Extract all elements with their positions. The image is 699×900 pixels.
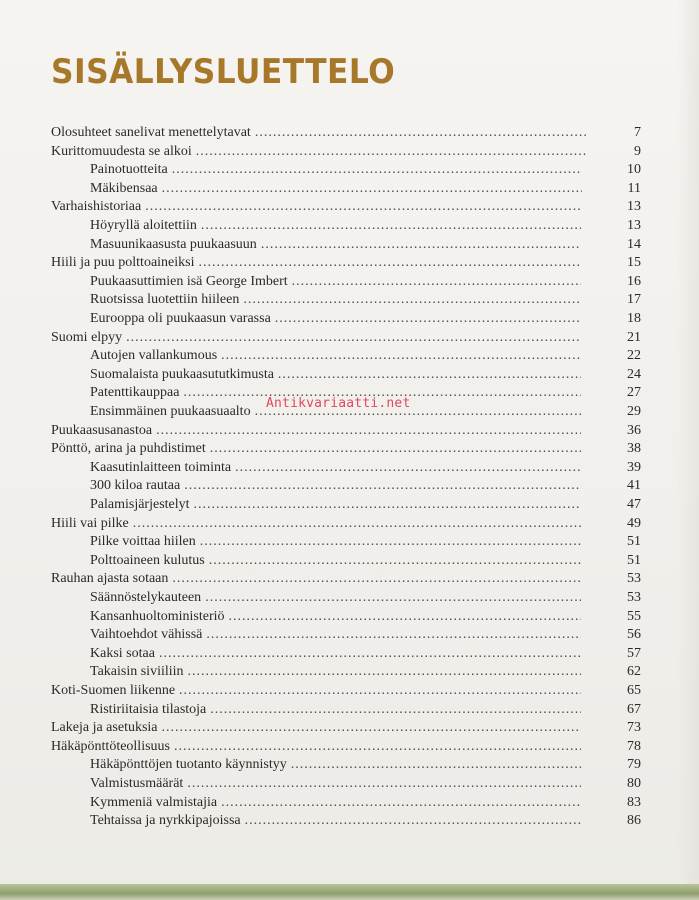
toc-entry-label: Kansanhuoltoministeriö	[90, 608, 225, 624]
toc-entry-label: Pilke voittaa hiilen	[90, 534, 196, 550]
toc-entry	[90, 476, 641, 496]
toc-dot-leader	[245, 811, 581, 831]
toc-dot-leader	[206, 625, 581, 645]
toc-entry	[90, 235, 641, 255]
toc-dot-leader	[162, 718, 581, 738]
toc-entry	[51, 123, 641, 143]
toc-entry-label: Häkäpönttöjen tuotanto käynnistyy	[90, 757, 287, 773]
toc-dot-leader	[235, 458, 581, 478]
toc-entry-label: Kurittomuudesta se alkoi	[51, 143, 192, 159]
toc-page-number: 17	[627, 292, 641, 308]
toc-dot-leader	[126, 328, 581, 348]
toc-page-number: 79	[627, 757, 641, 773]
toc-page-number: 14	[627, 236, 641, 252]
toc-page-number: 22	[627, 348, 641, 364]
toc-entry-label: Ristiriitaisia tilastoja	[90, 701, 207, 717]
toc-entry	[51, 197, 641, 217]
toc-entry-label: Palamisjärjestelyt	[90, 497, 190, 512]
toc-page-number: 21	[627, 329, 641, 345]
toc-entry	[90, 365, 641, 385]
toc-entry	[90, 272, 641, 292]
toc-page-number: 51	[627, 534, 641, 550]
toc-dot-leader	[275, 309, 581, 329]
toc-entry-label: Kaasutinlaitteen toiminta	[90, 459, 232, 475]
toc-page-number: 67	[627, 701, 641, 717]
watermark-text: Antikvariaatti.net	[266, 396, 411, 411]
toc-page-number: 83	[627, 794, 641, 810]
toc-dot-leader	[221, 793, 581, 813]
toc-entry-label: Patenttikauppaa	[90, 385, 180, 401]
toc-entry	[90, 495, 641, 515]
toc-dot-leader	[179, 681, 581, 701]
toc-page-number: 73	[627, 720, 641, 736]
toc-entry	[90, 160, 641, 180]
toc-page-number: 53	[627, 590, 641, 605]
toc-dot-leader	[278, 365, 581, 385]
toc-page-number: 15	[627, 255, 641, 271]
toc-entry-label: Masuunikaasusta puukaasuun	[90, 236, 257, 252]
toc-dot-leader	[188, 662, 581, 682]
toc-entry-label: 300 kiloa rautaa	[90, 478, 181, 494]
toc-dot-leader	[201, 216, 581, 236]
toc-page-number: 39	[627, 459, 641, 475]
toc-page-number: 53	[627, 571, 641, 587]
toc-entry	[51, 569, 641, 589]
toc-entry-label: Puukaasusanastoa	[51, 422, 153, 438]
toc-dot-leader	[210, 439, 581, 459]
toc-entry	[90, 216, 641, 236]
toc-page-number: 16	[627, 273, 641, 289]
toc-page-number: 51	[627, 552, 641, 568]
toc-entry	[90, 755, 641, 775]
toc-page-number: 27	[627, 385, 641, 401]
toc-dot-leader	[292, 272, 581, 292]
toc-dot-leader	[243, 290, 581, 310]
toc-entry	[51, 514, 641, 534]
toc-dot-leader	[255, 123, 588, 143]
toc-dot-leader	[229, 607, 581, 627]
toc-entry-label: Varhaishistoriaa	[51, 199, 142, 215]
toc-entry-label: Mäkibensaa	[90, 180, 158, 196]
toc-page-number: 41	[627, 478, 641, 494]
toc-entry	[90, 551, 641, 571]
toc-entry-label: Lakeja ja asetuksia	[51, 720, 158, 736]
toc-entry-label: Tehtaissa ja nyrkkipajoissa	[90, 813, 241, 829]
toc-entry	[90, 625, 641, 645]
toc-page-number: 13	[627, 218, 641, 233]
toc-entry	[90, 179, 641, 199]
toc-entry-label: Ensimmäinen puukaasuaalto	[90, 404, 251, 419]
toc-page-number: 55	[627, 608, 641, 624]
toc-entry-label: Suomalaista puukaasututkimusta	[90, 366, 274, 382]
toc-entry	[51, 681, 641, 701]
toc-entry-label: Kymmeniä valmistajia	[90, 794, 218, 810]
toc-entry-label: Olosuhteet sanelivat menettelytavat	[51, 125, 251, 140]
toc-page-number: 62	[627, 664, 641, 680]
toc-page-number: 78	[627, 738, 641, 754]
toc-page-number: 38	[627, 441, 641, 457]
toc-page-number: 10	[627, 162, 641, 178]
toc-entry-label: Hiili vai pilke	[51, 515, 129, 531]
toc-dot-leader	[145, 197, 581, 217]
toc-dot-leader	[184, 476, 581, 496]
toc-dot-leader	[156, 421, 581, 441]
toc-dot-leader	[199, 253, 582, 273]
toc-dot-leader	[174, 737, 581, 757]
toc-entry-label: Painotuotteita	[90, 162, 168, 178]
toc-dot-leader	[291, 755, 581, 775]
toc-dot-leader	[210, 700, 581, 720]
toc-entry-label: Autojen vallankumous	[90, 348, 218, 364]
toc-page-number: 18	[627, 311, 641, 326]
toc-entry	[51, 253, 641, 273]
toc-page-number: 11	[627, 180, 641, 196]
toc-entry	[90, 811, 641, 831]
toc-dot-leader	[187, 774, 581, 794]
toc-page-number: 65	[627, 683, 641, 698]
toc-page-number: 36	[627, 422, 641, 438]
toc-dot-leader	[200, 532, 581, 552]
toc-dot-leader	[261, 235, 581, 255]
toc-entry	[90, 662, 641, 682]
toc-dot-leader	[172, 569, 581, 589]
toc-page-number: 13	[627, 199, 641, 215]
toc-page-number: 80	[627, 776, 641, 791]
toc-entry	[51, 718, 641, 738]
toc-entry-label: Koti-Suomen liikenne	[51, 683, 176, 698]
toc-dot-leader	[205, 588, 581, 608]
toc-entry	[90, 607, 641, 627]
toc-entry	[51, 421, 641, 441]
toc-page-number: 57	[627, 645, 641, 661]
toc-entry	[90, 532, 641, 552]
toc-page-number: 9	[634, 143, 641, 159]
toc-entry-label: Polttoaineen kulutus	[90, 552, 205, 568]
toc-entry-label: Vaihtoehdot vähissä	[90, 627, 203, 643]
toc-entry	[90, 700, 641, 720]
toc-entry-label: Takaisin siviiliin	[90, 664, 184, 680]
toc-entry	[51, 328, 641, 348]
toc-entry-label: Eurooppa oli puukaasun varassa	[90, 311, 271, 326]
toc-dot-leader	[221, 346, 581, 366]
toc-dot-leader	[162, 179, 582, 199]
toc-entry-label: Puukaasuttimien isä George Imbert	[90, 273, 288, 289]
page-title: SISÄLLYSLUETTELO	[51, 52, 396, 92]
toc-dot-leader	[159, 644, 581, 664]
toc-entry	[90, 774, 641, 794]
toc-entry-label: Suomi elpyy	[51, 329, 123, 345]
toc-page-number: 56	[627, 627, 641, 643]
toc-dot-leader	[194, 495, 581, 515]
toc-entry	[90, 793, 641, 813]
toc-dot-leader	[196, 142, 588, 162]
toc-entry	[90, 290, 641, 310]
toc-entry-label: Hiili ja puu polttoaineiksi	[51, 255, 195, 271]
toc-entry-label: Ruotsissa luotettiin hiileen	[90, 292, 240, 308]
toc-entry	[90, 346, 641, 366]
toc-dot-leader	[133, 514, 581, 534]
toc-page-number: 7	[634, 125, 641, 140]
toc-entry-label: Höyryllä aloitettiin	[90, 218, 197, 233]
toc-page-number: 49	[627, 515, 641, 531]
toc-entry	[90, 644, 641, 664]
toc-entry	[51, 439, 641, 459]
toc-entry	[51, 142, 641, 162]
toc-page-number: 24	[627, 366, 641, 382]
toc-entry	[90, 309, 641, 329]
toc-page-number: 86	[627, 813, 641, 829]
toc-entry-label: Häkäpönttöteollisuus	[51, 738, 170, 754]
toc-entry-label: Säännöstelykauteen	[90, 590, 202, 605]
toc-dot-leader	[172, 160, 581, 180]
toc-entry	[90, 588, 641, 608]
toc-page-number: 47	[627, 497, 641, 512]
bottom-decorative-band	[0, 884, 699, 900]
toc-page-number: 29	[627, 404, 641, 419]
toc-entry	[51, 737, 641, 757]
toc-entry-label: Rauhan ajasta sotaan	[51, 571, 169, 587]
toc-entry-label: Pönttö, arina ja puhdistimet	[51, 441, 206, 457]
toc-entry-label: Valmistusmäärät	[90, 776, 184, 791]
toc-dot-leader	[209, 551, 581, 571]
toc-entry	[90, 458, 641, 478]
toc-entry-label: Kaksi sotaa	[90, 645, 155, 661]
